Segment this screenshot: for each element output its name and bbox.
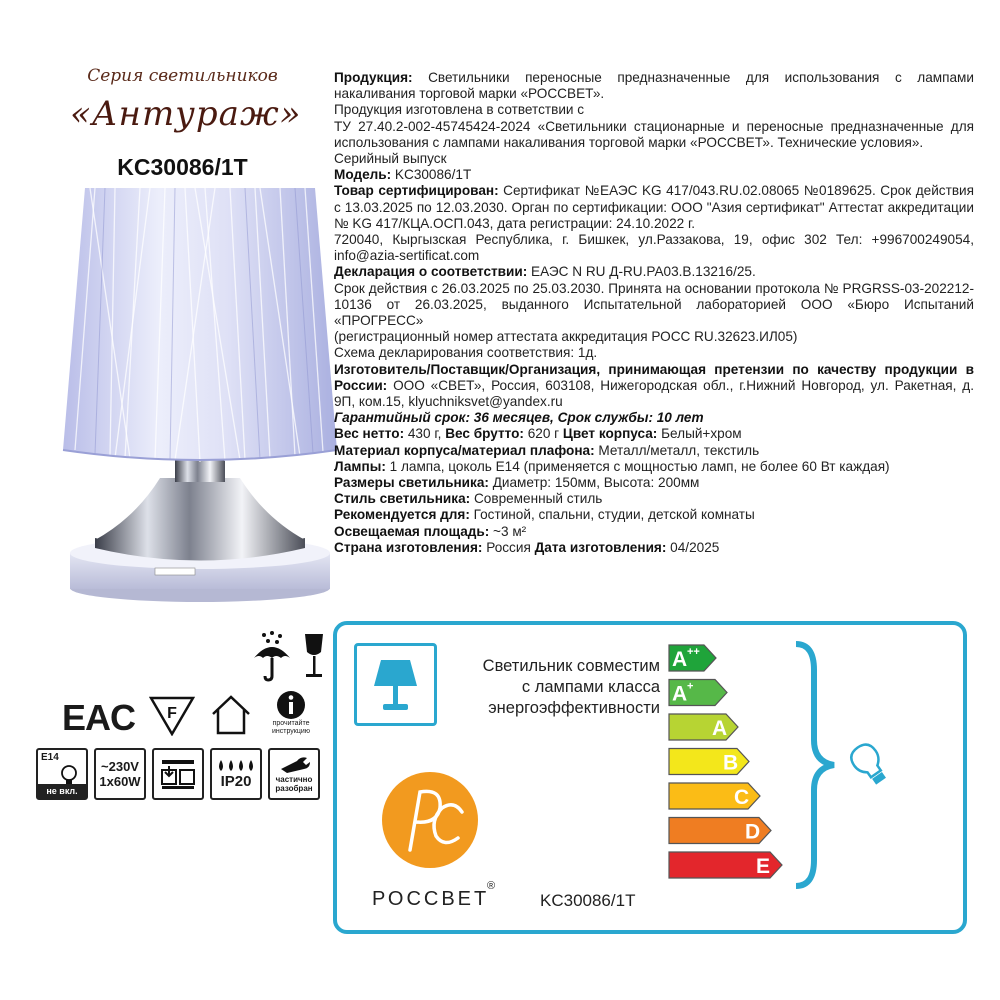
e14-label: E14 [41, 752, 59, 763]
spec-country: Страна изготовления: Россия Дата изготовления: 04/2025 [334, 539, 720, 555]
spec-recommended: Рекомендуется для: Гостиной, спальни, студии, детской комнаты [334, 507, 755, 523]
spec-conformity: Продукция изготовлена в сответствии с [334, 102, 585, 118]
energy-class-3 [669, 714, 738, 740]
not-included-label: не вкл. [38, 784, 86, 798]
energy-model: KC30086/1T [540, 891, 636, 910]
curly-brace [790, 640, 840, 890]
energy-class-label: B [723, 751, 739, 775]
read-manual-block [267, 690, 315, 736]
compatibility-text [440, 656, 660, 719]
voltage-label: ~230V [101, 759, 139, 774]
model-title: KC30086/1T [117, 154, 248, 180]
partially-assembled-icon [268, 748, 320, 800]
energy-class-arrow [669, 714, 738, 740]
spec-tu: ТУ 27.40.2-002-45745424-2024 «Светильники стационарные и переносные предназначенные для использования с лампами накаливания торговой марки «РОССВЕТ». Технические условия». [334, 118, 974, 150]
spec-product: Продукция: Светильники переносные предназначенные для использования с лампами накаливания торговой марки «РОССВЕТ». [334, 70, 974, 102]
series-title: Серия светильников [87, 66, 278, 86]
umbrella-rain-icon [250, 630, 294, 682]
specification-text [334, 70, 974, 556]
spec-weight: Вес нетто: 430 г, Вес брутто: 620 г Цвет корпуса: Белый+хром [334, 426, 742, 442]
brand-title: «Антураж» [70, 94, 302, 134]
wrench-icon [277, 755, 311, 775]
partially-label-1: частично [275, 775, 313, 784]
spec-serial: Серийный выпуск [334, 151, 447, 167]
table-lamp-icon [357, 646, 434, 723]
rossvet-logo [380, 770, 480, 870]
energy-class-6 [669, 818, 771, 844]
spec-manufacturer: Изготовитель/Поставщик/Организация, принимающая претензии по качеству продукции в России: ООО «СВЕТ», Россия, 603108, Нижегородская обл., г.Нижний Новгород, ул. Ракетная, д. 9П, ком.15, klyuchniksvet@yandex.ru [334, 361, 974, 410]
spec-registration: (регистрационный номер аттестата аккредитация РОСС RU.32623.ИЛ05) [334, 329, 798, 345]
spec-model: Модель: KC30086/1T [334, 167, 472, 183]
home-use-icon [209, 694, 253, 736]
packaging-icon [152, 748, 204, 800]
drops-icon [215, 759, 257, 773]
spec-lamps: Лампы: 1 лампа, цоколь E14 (применяется с мощностью ламп, не более 60 Вт каждая) [334, 458, 890, 474]
energy-class-label: A [672, 648, 688, 671]
spec-area: Освещаемая площадь: ~3 м² [334, 523, 527, 539]
energy-class-2 [669, 680, 727, 706]
brand-name: РОССВЕТ [372, 888, 490, 910]
spec-validity: Срок действия с 26.03.2025 по 25.03.2030. Принята на основании протокола № PRGRSS-03-202212-10136 от 26.03.2025, выданного Испытательной лабораторией ООО «Бюро Испытаний «ПРОГРЕСС» [334, 280, 974, 329]
light-bulb-icon [844, 740, 894, 788]
read-manual-label: прочитайте инструкцию [272, 720, 311, 735]
lamp-icon-box [354, 643, 437, 726]
technical-icons [36, 748, 320, 800]
energy-class-label: E [756, 855, 771, 878]
ip-label: IP20 [220, 772, 252, 790]
energy-class-label: C [734, 786, 750, 809]
energy-class-5 [669, 783, 760, 809]
spec-dimensions: Размеры светильника: Диаметр: 150мм, Высота: 200мм [334, 475, 700, 491]
e14-bulb-not-included-icon [36, 748, 88, 800]
svg-text:F: F [167, 705, 177, 722]
energy-class-4 [669, 749, 749, 775]
energy-class-label: D [745, 820, 761, 844]
spec-address: 720040, Кыргызская Республика, г. Бишкек, ул.Раззакова, 19, офис 302 Тел: +996700249054, info@azia-sertificat.com [334, 232, 974, 264]
voltage-icon [94, 748, 146, 800]
spec-declaration: Декларация о соответствии: ЕАЭС N RU Д-RU.PA03.B.13216/25. [334, 264, 756, 280]
certification-icons [62, 690, 315, 736]
spec-scheme: Схема декларирования соответствия: 1д. [334, 345, 598, 361]
energy-class-bars [668, 644, 798, 884]
energy-class-label: A [712, 717, 728, 740]
energy-class-1 [669, 645, 716, 671]
lamp-image [55, 188, 345, 608]
info-icon [276, 690, 306, 720]
partially-label-2: разобран [275, 784, 313, 793]
box-stack-icon [158, 754, 198, 794]
wine-glass-icon [302, 630, 326, 682]
energy-class-superscript: + [687, 680, 694, 693]
spec-style: Стиль светильника: Современный стиль [334, 491, 603, 507]
power-label: 1x60W [99, 774, 141, 789]
spec-certified: Товар сертифицирован: Сертификат №ЕАЭС KG 417/043.RU.02.08065 №0189625. Срок действия с 13.03.2025 по 12.03.2030. Орган по сертификации: ООО "Азия сертификат" Аттестат аккредитации № KG 417/КЦА.ОСП.043, дата регистрации: 24.10.2022 г. [334, 183, 975, 231]
care-icons [250, 630, 326, 682]
brand-registered-mark: ® [487, 880, 496, 892]
eac-icon: EAC [62, 697, 136, 738]
compat-line-1: Светильник совместим [482, 657, 660, 675]
energy-class-superscript: ++ [687, 646, 700, 658]
energy-class-label: A [672, 682, 688, 706]
ip20-icon [210, 748, 262, 800]
bulb-icon [57, 764, 81, 786]
compat-line-3: энергоэффективности [488, 699, 660, 717]
compat-line-2: с лампами класса [521, 678, 660, 696]
f-triangle-icon [149, 696, 195, 736]
spec-warranty: Гарантийный срок: 36 месяцев, Срок службы: 10 лет [334, 410, 704, 426]
energy-class-7 [669, 852, 782, 878]
spec-material: Материал корпуса/материал плафона: Металл/металл, текстиль [334, 442, 760, 458]
